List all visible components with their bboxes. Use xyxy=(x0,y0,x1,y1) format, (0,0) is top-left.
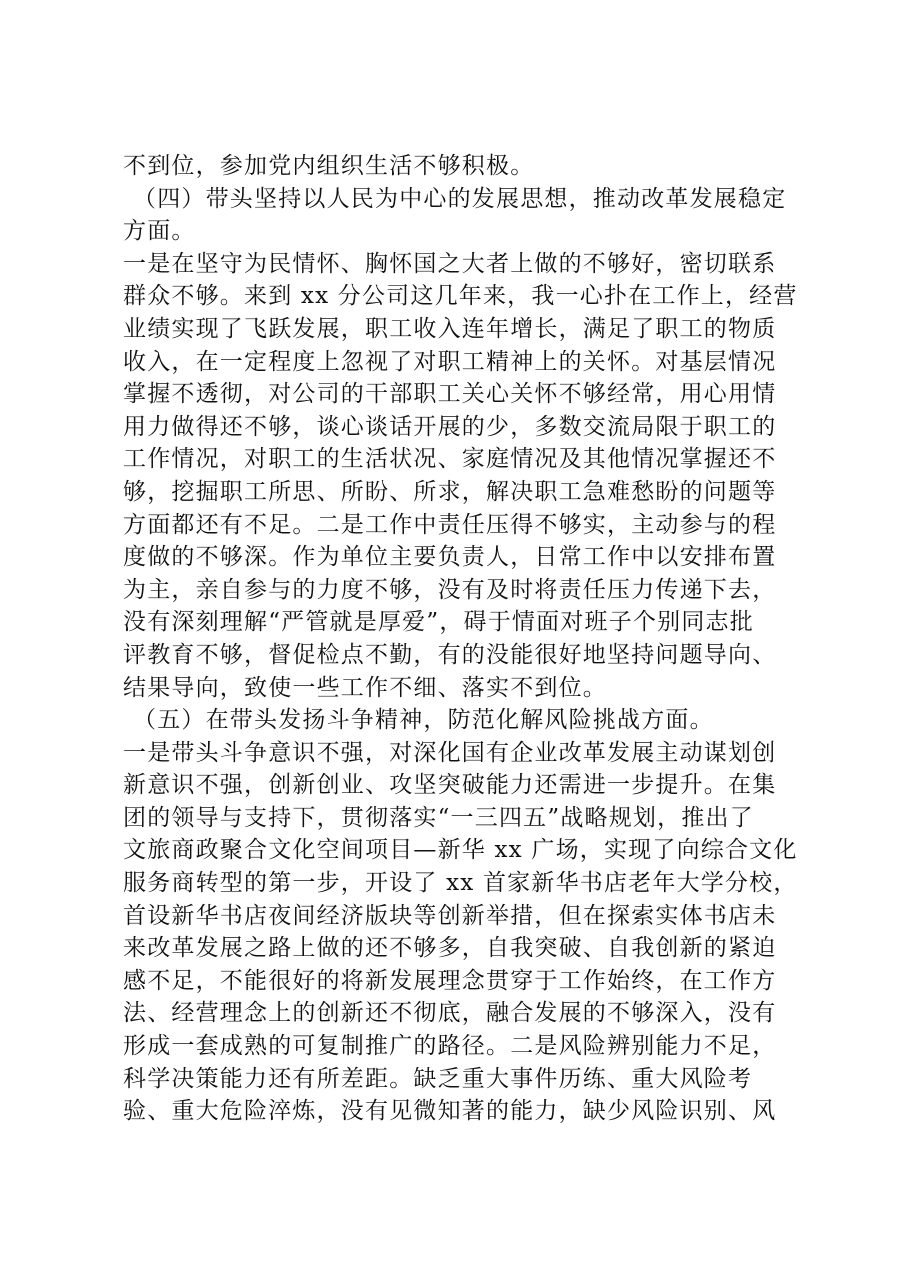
body-text xyxy=(123,150,798,1128)
text-line: 群众不够。来到 xx 分公司这几年来，我一心扑在工作上，经营 xyxy=(123,283,798,310)
text-line: 没有深刻理解“严管就是厚爱”，碍于情面对班子个别同志批 xyxy=(123,609,754,636)
text-line: 首设新华书店夜间经济版块等创新举措，但在探索实体书店未 xyxy=(123,902,777,929)
text-line: 感不足，不能很好的将新发展理念贯穿于工作始终，在工作方 xyxy=(123,967,777,994)
text-line: 不到位，参加党内组织生活不够积极。 xyxy=(123,153,535,179)
text-line: 法、经营理念上的创新还不彻底，融合发展的不够深入，没有 xyxy=(123,1000,777,1027)
text-line: 验、重大危险淬炼，没有见微知著的能力，缺少风险识别、风 xyxy=(123,1098,777,1125)
text-line: 掌握不透彻，对公司的干部职工关心关怀不够经常，用心用情 xyxy=(123,381,777,408)
text-line: 用力做得还不够，谈心谈话开展的少，多数交流局限于职工的 xyxy=(123,413,777,440)
text-line: 方面都还有不足。二是工作中责任压得不够实，主动参与的程 xyxy=(123,511,777,538)
text-line: 结果导向，致使一些工作不细、落实不到位。 xyxy=(123,674,607,701)
text-line: 收入，在一定程度上忽视了对职工精神上的关怀。对基层情况 xyxy=(123,348,777,375)
text-line: 形成一套成熟的可复制推广的路径。二是风险辨别能力不足， xyxy=(123,1033,777,1060)
text-line: 新意识不强，创新创业、攻坚突破能力还需进一步提升。在集 xyxy=(123,772,777,799)
text-line: 服务商转型的第一步，开设了 xx 首家新华书店老年大学分校， xyxy=(123,870,798,897)
text-line: 团的领导与支持下，贯彻落实“一三四五”战略规划，推出了 xyxy=(123,804,754,831)
text-line: 评教育不够，督促检点不勤，有的没能很好地坚持问题导向、 xyxy=(123,641,777,668)
text-line: 文旅商政聚合文化空间项目—新华 xx 广场，实现了向综合文化 xyxy=(123,837,798,864)
text-line: 科学决策能力还有所差距。缺乏重大事件历练、重大风险考 xyxy=(123,1065,753,1092)
text-line: 够，挖掘职工所思、所盼、所求，解决职工急难愁盼的问题等 xyxy=(123,478,777,505)
text-line: 来改革发展之路上做的还不够多，自我突破、自我创新的紧迫 xyxy=(123,935,777,962)
text-line: 为主，亲自参与的力度不够，没有及时将责任压力传递下去， xyxy=(123,576,777,603)
text-line: 一是在坚守为民情怀、胸怀国之大者上做的不够好，密切联系 xyxy=(123,250,777,277)
section-heading: （五）在带头发扬斗争精神，防范化解风险挑战方面。 xyxy=(133,707,714,734)
text-line: 工作情况，对职工的生活状况、家庭情况及其他情况掌握还不 xyxy=(123,446,777,473)
section-heading: 方面。 xyxy=(123,218,196,245)
text-line: 业绩实现了飞跃发展，职工收入连年增长，满足了职工的物质 xyxy=(123,315,777,342)
text-line: 一是带头斗争意识不强，对深化国有企业改革发展主动谋划创 xyxy=(123,739,777,766)
text-line: 度做的不够深。作为单位主要负责人，日常工作中以安排布置 xyxy=(123,544,777,571)
section-heading: （四）带头坚持以人民为中心的发展思想，推动改革发展稳定 xyxy=(133,185,787,212)
